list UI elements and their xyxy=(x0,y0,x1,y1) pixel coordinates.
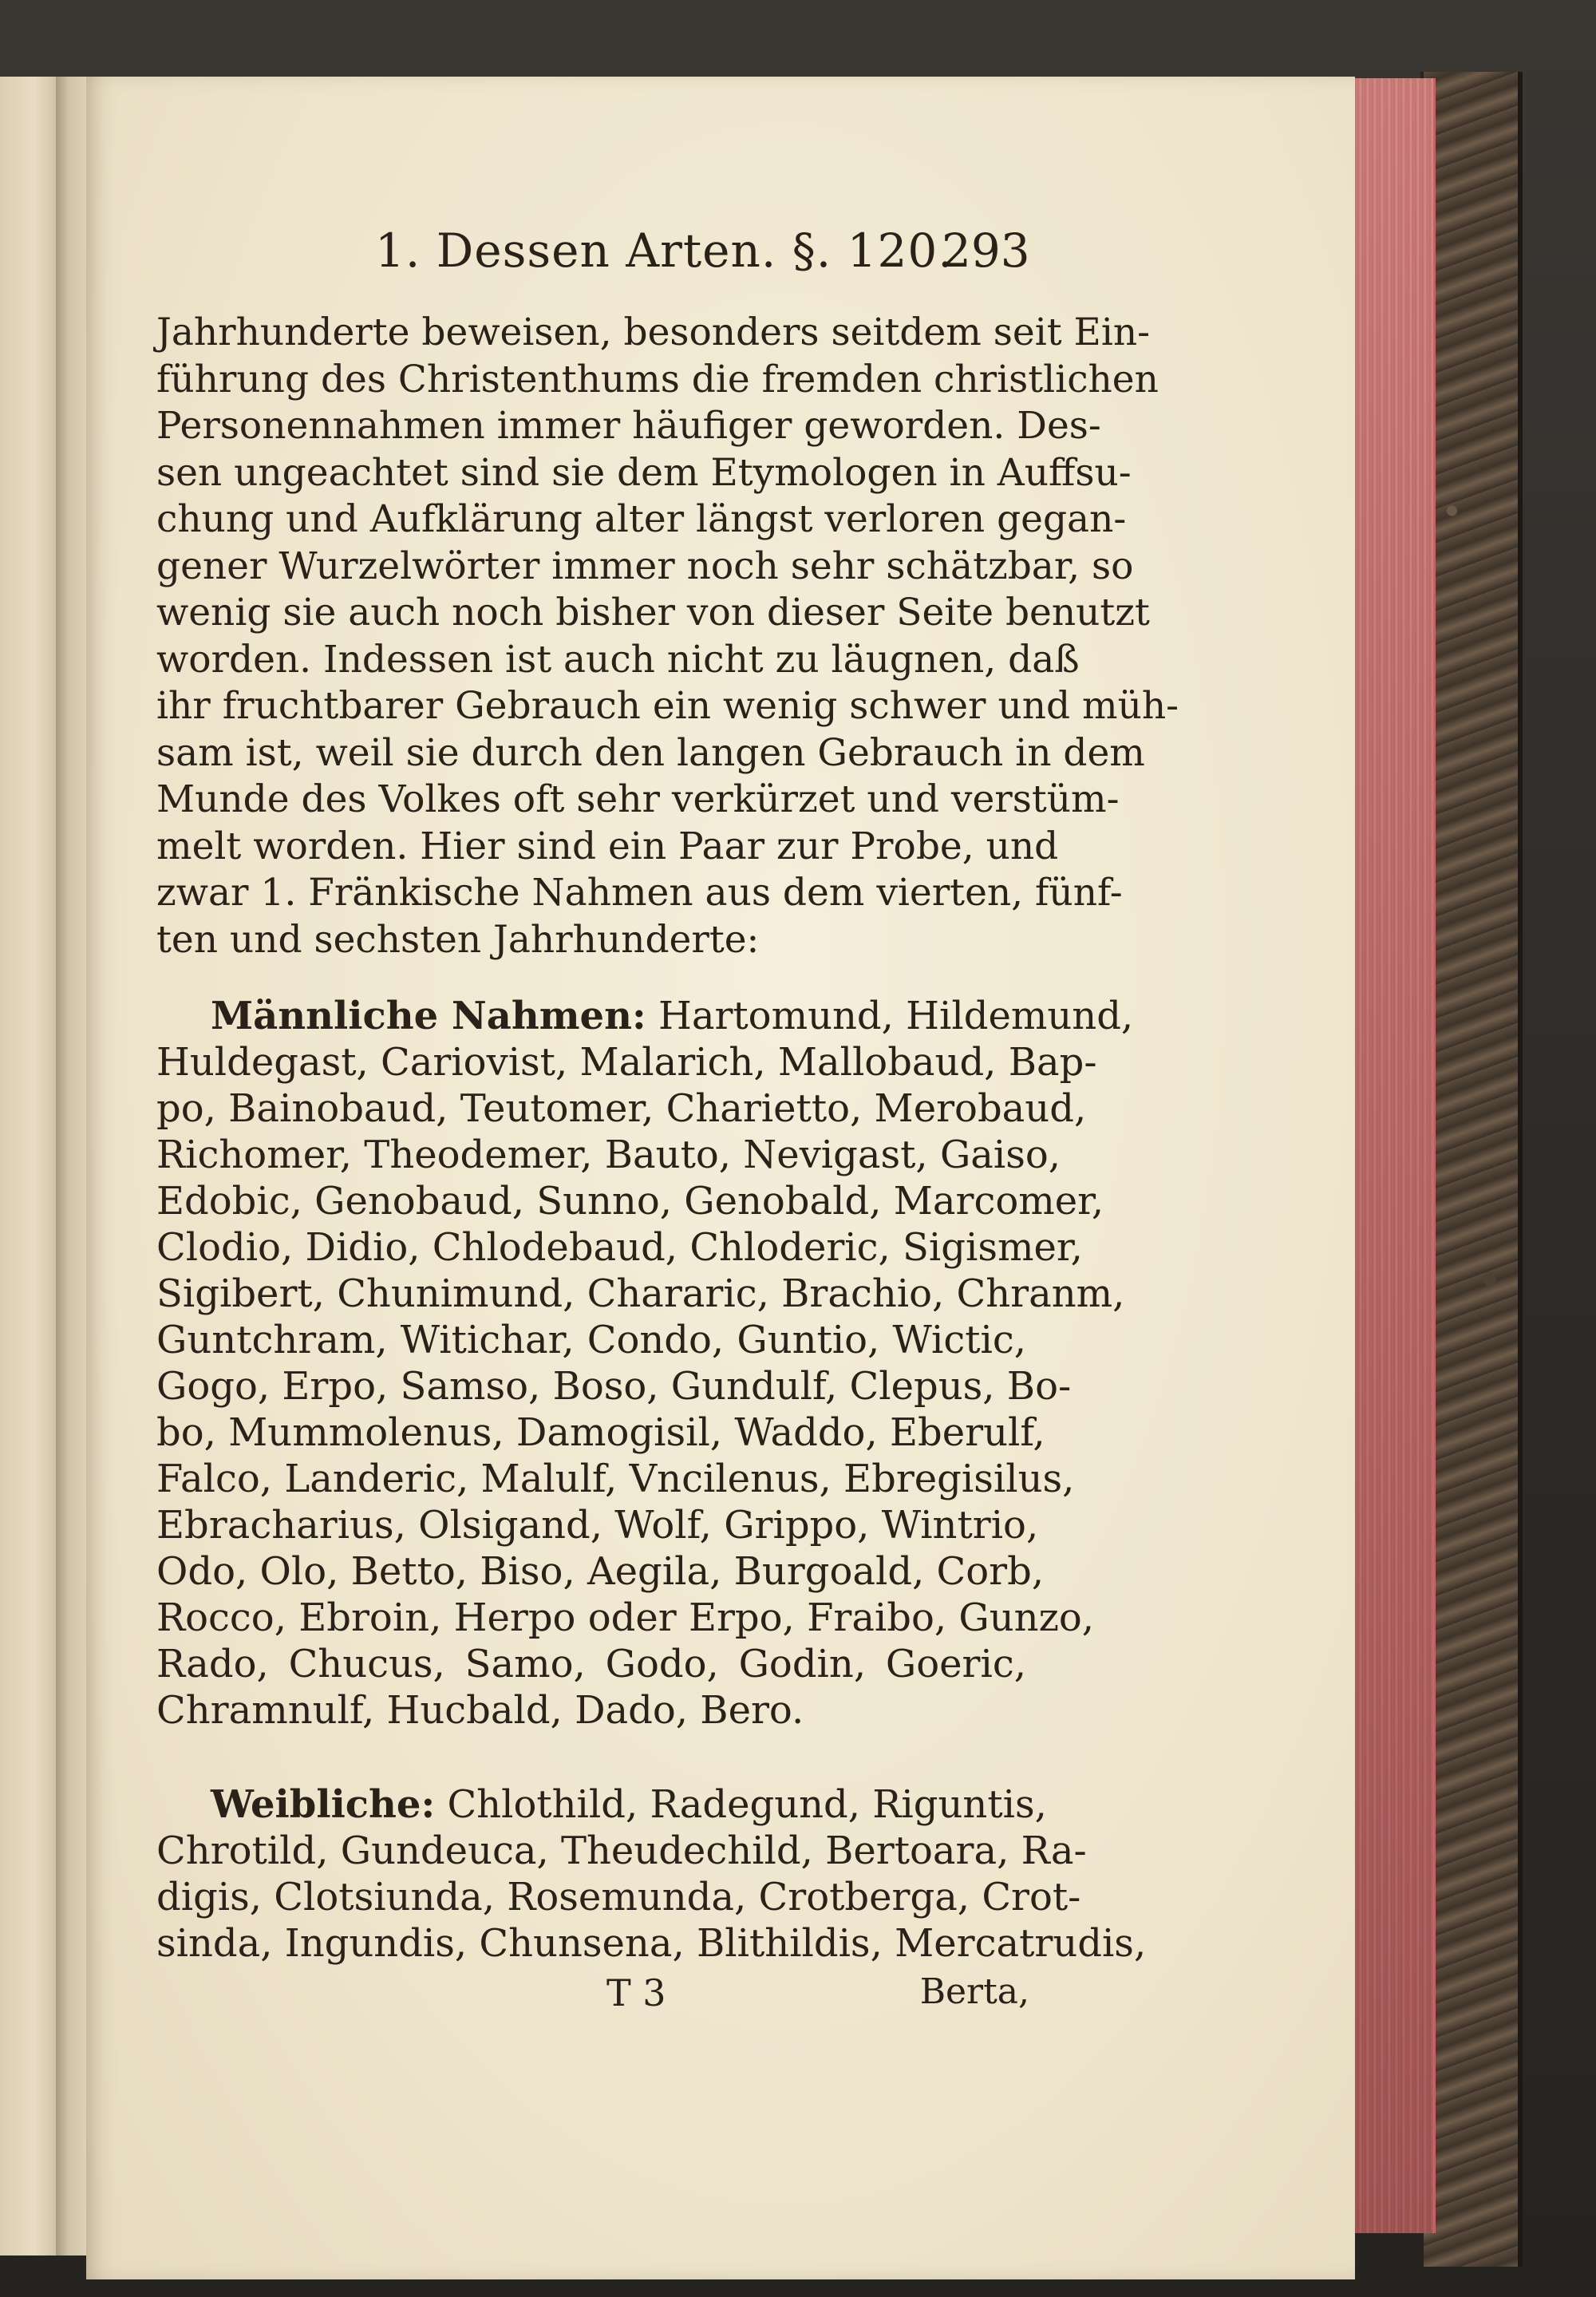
text-line: sen ungeachtet sind sie dem Etymologen in Auffsu- xyxy=(156,450,1132,495)
text-line: Munde des Volkes oft sehr verkürzet und verstüm- xyxy=(156,777,1120,821)
text-line: digis, Clotsiunda, Rosemunda, Crotberga, Crot- xyxy=(156,1875,1081,1919)
text-line: gener Wurzelwörter immer noch sehr schätzbar, so xyxy=(156,544,1134,588)
page-number: 293 xyxy=(942,223,1030,278)
signature-mark: T 3 xyxy=(606,1971,666,2014)
text-line: po, Bainobaud, Teutomer, Charietto, Merobaud, xyxy=(156,1086,1087,1131)
male-names-section xyxy=(156,993,1134,1734)
text-line: Gogo, Erpo, Samso, Boso, Gundulf, Clepus, Bo- xyxy=(156,1364,1072,1409)
marbled-cover xyxy=(1420,72,1523,2267)
text-line: Personennahmen immer häufiger geworden. Des- xyxy=(156,404,1101,448)
text-line: sam ist, weil sie durch den langen Gebrauch in dem xyxy=(156,730,1145,775)
running-header: 1. Dessen Arten. §. 120. xyxy=(375,223,954,278)
text-line: Richomer, Theodemer, Bauto, Nevigast, Gaiso, xyxy=(156,1133,1061,1177)
text-line: Rado, Chucus, Samo, Godo, Godin, Goeric, xyxy=(156,1642,1026,1686)
text-line: Hartomund, Hildemund, xyxy=(658,994,1134,1038)
text-line: bo, Mummolenus, Damogisil, Waddo, Eberulf, xyxy=(156,1410,1045,1455)
female-names-first-line xyxy=(156,1781,1047,1828)
text-line: Chrotild, Gundeuca, Theudechild, Bertoara, Ra- xyxy=(156,1829,1087,1873)
text-line: melt worden. Hier sind ein Paar zur Probe, und xyxy=(156,824,1059,868)
female-names-heading: Weibliche: xyxy=(211,1782,436,1827)
catchword: Berta, xyxy=(919,1971,1029,2012)
text-line: ten und sechsten Jahrhunderte: xyxy=(156,917,760,962)
text-line: Odo, Olo, Betto, Biso, Aegila, Burgoald, Corb, xyxy=(156,1549,1045,1594)
text-line: Guntchram, Witichar, Condo, Guntio, Wictic, xyxy=(156,1318,1026,1362)
text-line: Chramnulf, Hucbald, Dado, Bero. xyxy=(156,1688,804,1733)
text-line: führung des Christenthums die fremden christlichen xyxy=(156,357,1159,401)
text-line: Sigibert, Chunimund, Chararic, Brachio, Chranm, xyxy=(156,1271,1125,1316)
female-names-section xyxy=(156,1781,1147,1967)
male-names-first-line xyxy=(156,993,1134,1039)
text-line: chung und Aufklärung alter längst verloren gegan- xyxy=(156,497,1127,541)
text-line: worden. Indessen ist auch nicht zu läugnen, daß xyxy=(156,637,1080,682)
text-line: Rocco, Ebroin, Herpo oder Erpo, Fraibo, Gunzo, xyxy=(156,1595,1095,1640)
text-line: sinda, Ingundis, Chunsena, Blithildis, Mercatrudis, xyxy=(156,1921,1147,1966)
text-line: Chlothild, Radegund, Riguntis, xyxy=(447,1782,1047,1827)
text-line: Edobic, Genobaud, Sunno, Genobald, Marcomer, xyxy=(156,1179,1104,1224)
text-line: Clodio, Didio, Chlodebaud, Chloderic, Sigismer, xyxy=(156,1225,1083,1270)
male-names-heading: Männliche Nahmen: xyxy=(211,994,646,1038)
text-line: zwar 1. Fränkische Nahmen aus dem vierten, fünf- xyxy=(156,871,1123,915)
text-line: ihr fruchtbarer Gebrauch ein wenig schwer und müh- xyxy=(156,684,1179,728)
intro-paragraph xyxy=(156,310,1179,963)
left-facing-page xyxy=(0,77,62,2255)
text-line: Huldegast, Cariovist, Malarich, Mallobaud, Bap- xyxy=(156,1040,1097,1085)
text-line: Jahrhunderte beweisen, besonders seitdem seit Ein- xyxy=(156,310,1151,354)
text-line: Falco, Landeric, Malulf, Vncilenus, Ebregisilus, xyxy=(156,1457,1075,1501)
text-line: Ebracharius, Olsigand, Wolf, Grippo, Wintrio, xyxy=(156,1503,1039,1548)
text-line: wenig sie auch noch bisher von dieser Seite benutzt xyxy=(156,591,1150,635)
